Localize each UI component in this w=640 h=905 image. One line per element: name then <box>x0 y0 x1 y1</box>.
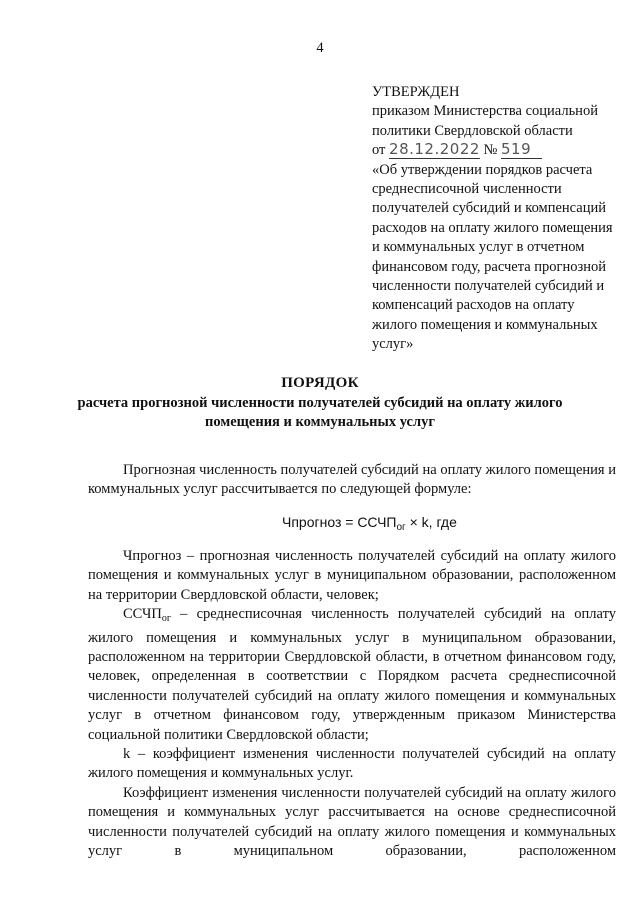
sschp-variable: ССЧП <box>123 606 162 623</box>
handwritten-date: 28.12.2022 <box>389 140 480 159</box>
document-subtitle-line-2: помещения и коммунальных услуг <box>205 414 435 430</box>
page-number: 4 <box>316 40 324 56</box>
approval-heading: УТВЕРЖДЕН <box>372 84 460 100</box>
sschp-text: – среднесписочная численность получателей субсидий на оплату жилого помещения и коммунальных услуг в муниципальном образовании, расположенном на территории Свердловской области, в отчетном финансовом году, человек, определенная в соответствии с Порядком расчета среднесписочной численности получателей субсидий на оплату жилого помещения и коммунальных услуг в отчетном финансовом году, утвержденным приказом Министерства социальной политики Свердловской области; <box>88 606 616 743</box>
document-title: ПОРЯДОК <box>281 375 359 391</box>
document-subtitle-line-1: расчета прогнозной численности получателей субсидий на оплату жилого <box>77 395 563 411</box>
handwritten-number: 519 <box>501 140 532 159</box>
definition-k: k – коэффициент изменения численности получателей субсидий на оплату жилого помещения и коммунальных услуг. <box>88 746 616 782</box>
approval-line-2: политики Свердловской области <box>372 122 573 139</box>
approval-block <box>372 83 622 355</box>
formula-rhs: × k, где <box>405 514 457 530</box>
approval-date-number-line <box>372 141 622 160</box>
sschp-subscript: ог <box>161 613 171 625</box>
formula-lhs: Чпрогноз = ССЧП <box>282 514 397 530</box>
approval-line-1: приказом Министерства социальной <box>372 103 598 120</box>
number-field <box>501 141 542 159</box>
formula-subscript: ог <box>396 522 406 533</box>
intro-paragraph-block <box>88 461 616 500</box>
definitions-block <box>88 547 616 862</box>
coefficient-paragraph: Коэффициент изменения численности получателей субсидий на оплату жилого помещения и коммунальных услуг рассчитывается на основе среднесписочной численности получателей субсидий на оплату жилого помещения и коммунальных услуг в муниципальном образовании, расположенном <box>88 784 616 860</box>
definition-chprognoz: Чпрогноз – прогнозная численность получателей субсидий на оплату жилого помещения и коммунальных услуг в муниципальном образовании, расположенном на территории Свердловской области, человек; <box>88 548 616 603</box>
number-prefix: № <box>483 142 498 159</box>
approved-order-title: «Об утверждении порядков расчета среднесписочной численности получателей субсидий и компенсаций расходов на оплату жилого помещения и коммунальных услуг в отчетном финансовом году, расчета прогнозной численности получателей субсидий и компенсаций расходов на оплату жилого помещения и коммунальных услуг» <box>372 161 613 353</box>
intro-paragraph: Прогнозная численность получателей субсидий на оплату жилого помещения и коммунальных услуг рассчитывается по следующей формуле: <box>88 462 616 498</box>
date-field <box>389 141 480 159</box>
document-subtitle <box>0 394 640 432</box>
definition-sschp <box>88 605 616 745</box>
date-prefix: от <box>372 142 386 159</box>
